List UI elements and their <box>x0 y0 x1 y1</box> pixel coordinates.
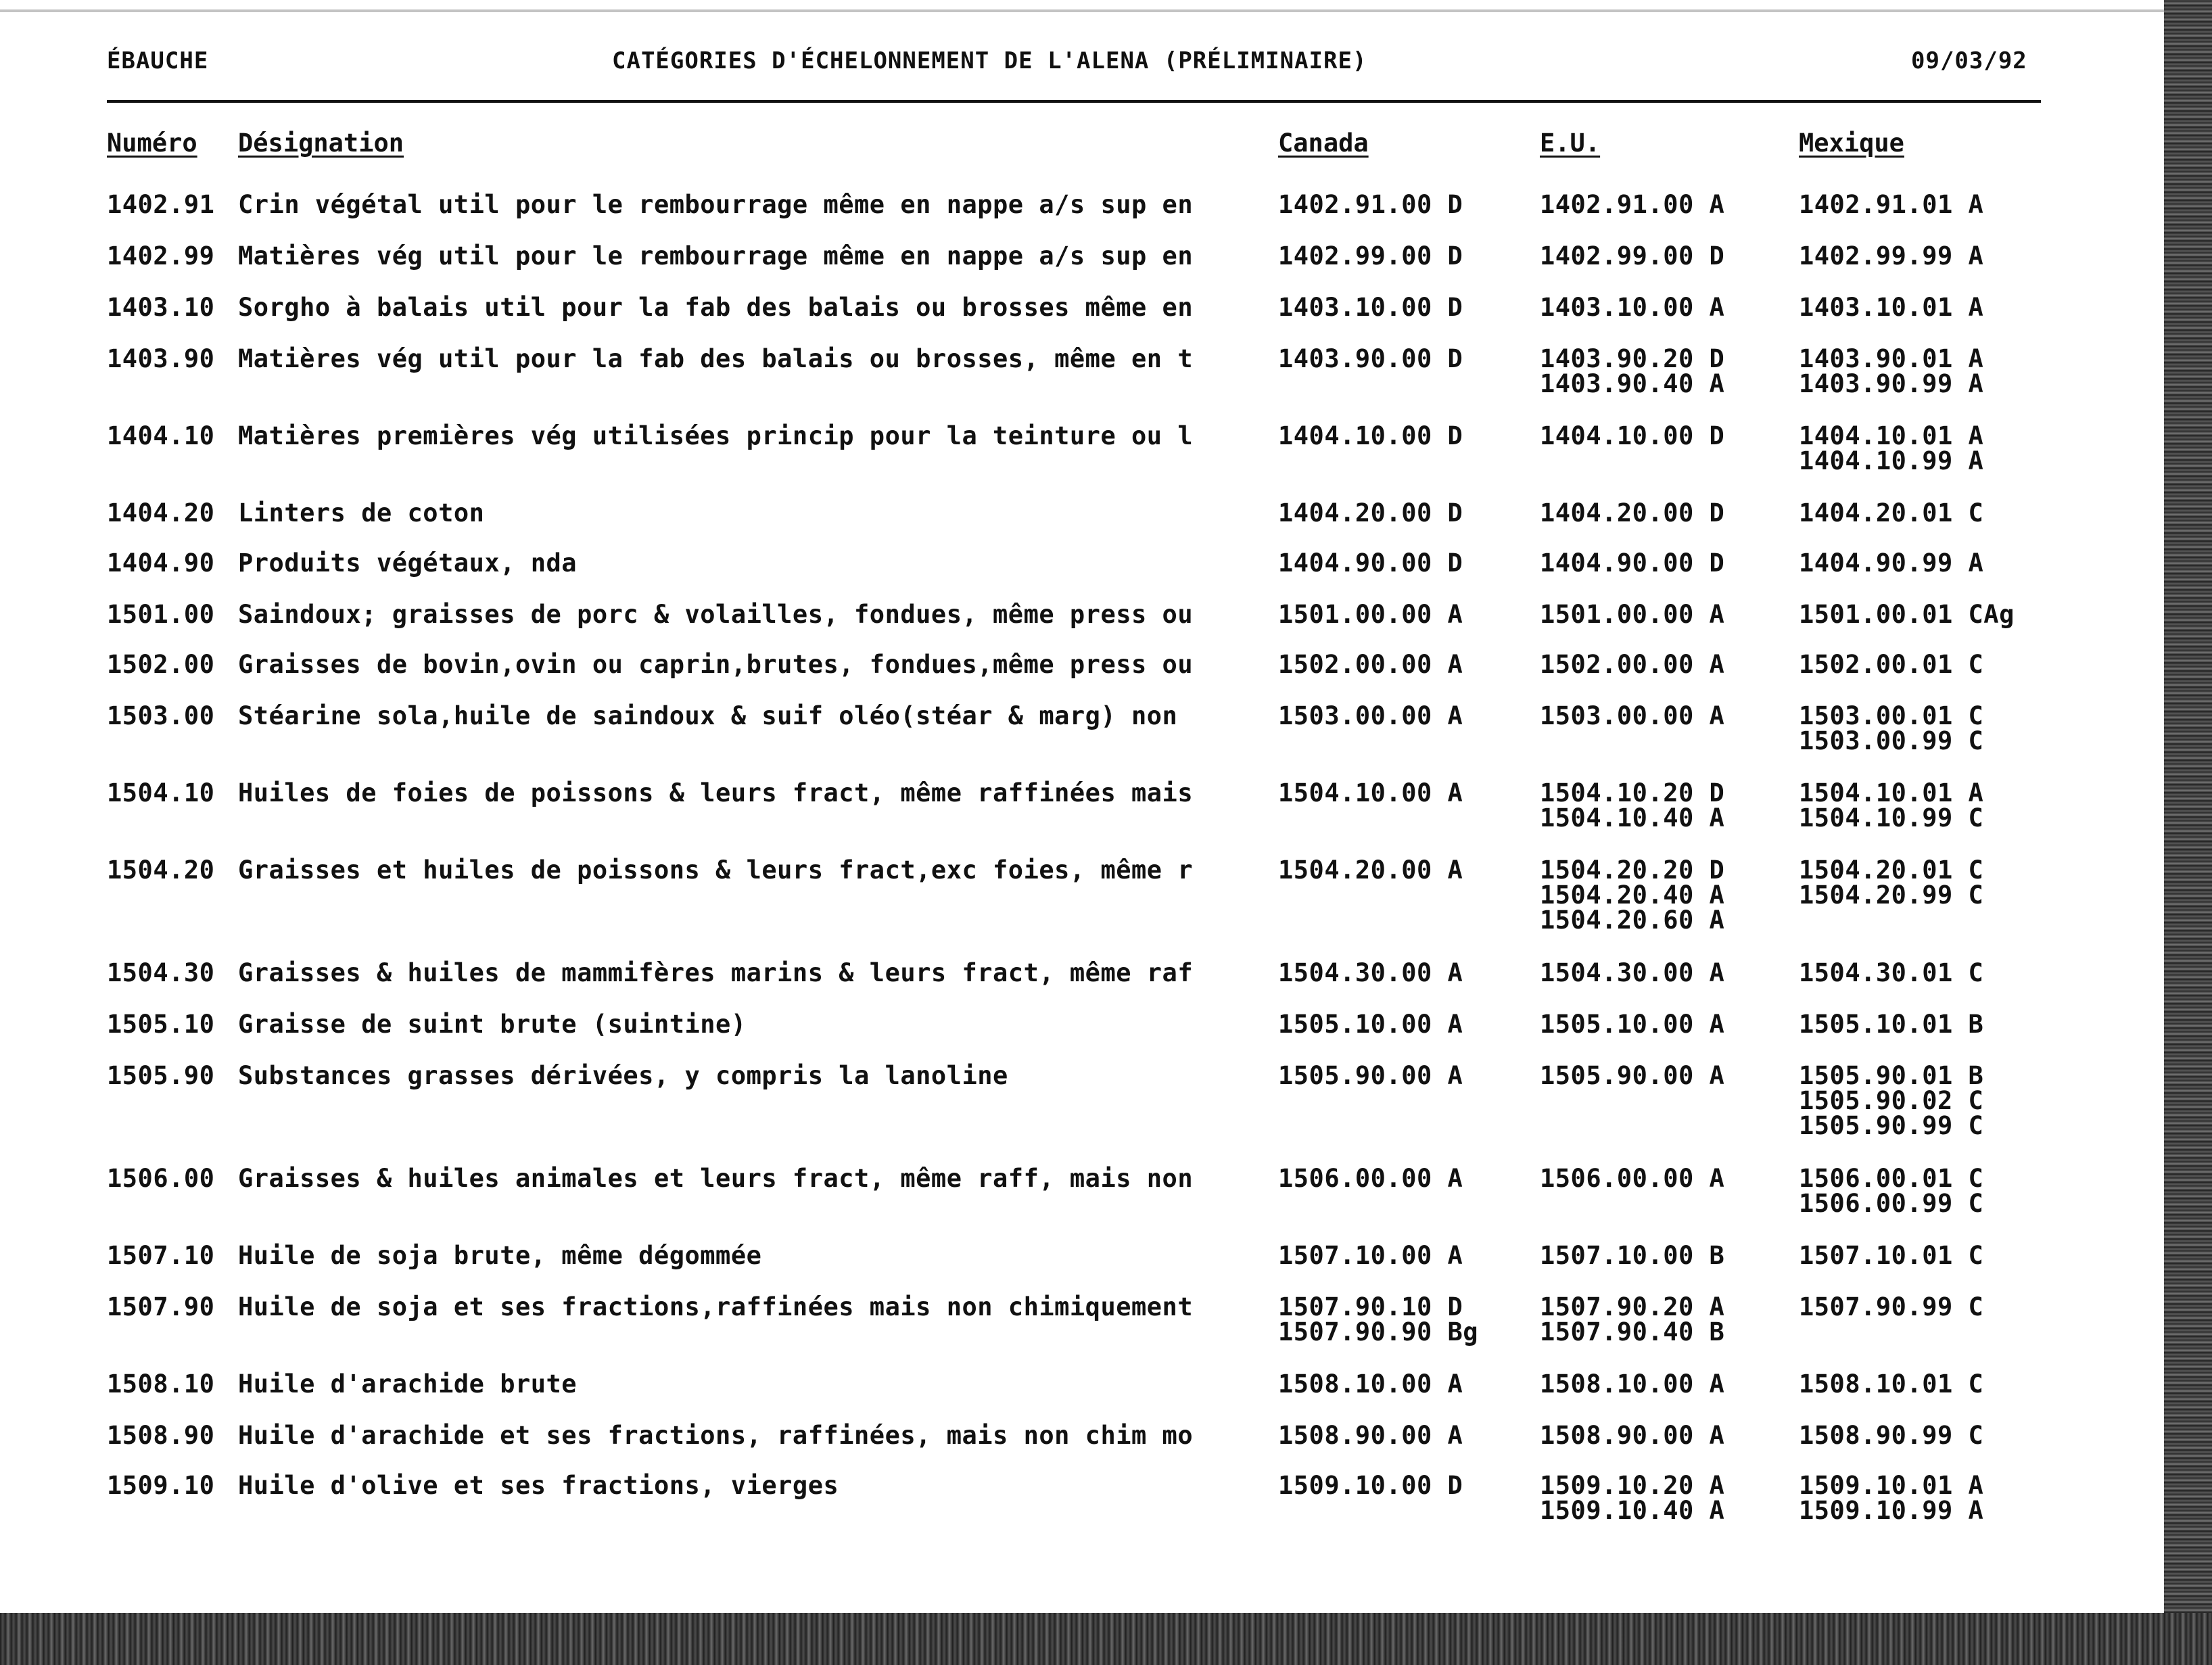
header-divider <box>107 100 2041 103</box>
mexique-codes <box>1799 780 1983 830</box>
mexique-code: 1507.90.99 C <box>1799 1292 1984 1321</box>
canada-codes <box>1278 346 1463 371</box>
mexique-code: 1402.91.01 A <box>1799 190 1984 219</box>
mexique-codes <box>1799 423 1983 473</box>
document-date: 09/03/92 <box>1911 47 2027 74</box>
tariff-designation: Graisses de bovin,ovin ou caprin,brutes, fondues,même press ou <box>238 650 1194 679</box>
canada-code: 1403.10.00 D <box>1278 293 1463 322</box>
tariff-number: 1404.20 <box>107 498 215 527</box>
canada-codes <box>1278 780 1463 805</box>
tariff-number: 1508.90 <box>107 1421 215 1450</box>
canada-codes <box>1278 1243 1463 1268</box>
canada-code: 1507.90.90 Bg <box>1278 1317 1479 1346</box>
canada-code: 1404.10.00 D <box>1278 421 1463 450</box>
mexique-code: 1503.00.01 C <box>1799 701 1984 730</box>
mexique-code: 1504.20.99 C <box>1799 881 1984 910</box>
column-header-eu: E.U. <box>1540 128 1601 158</box>
eu-codes <box>1540 780 1724 830</box>
mexique-code: 1504.10.01 A <box>1799 778 1984 807</box>
mexique-codes <box>1799 550 1983 576</box>
mexique-codes <box>1799 1423 1983 1448</box>
mexique-code: 1404.10.01 A <box>1799 421 1984 450</box>
eu-codes <box>1540 1473 1724 1523</box>
canada-codes <box>1278 960 1463 985</box>
tariff-designation: Huile de soja brute, même dégommée <box>238 1241 762 1270</box>
canada-code: 1509.10.00 D <box>1278 1471 1463 1500</box>
canada-code: 1507.10.00 A <box>1278 1241 1463 1270</box>
mexique-code: 1503.00.99 C <box>1799 726 1984 755</box>
tariff-number: 1507.10 <box>107 1241 215 1270</box>
canada-code: 1504.30.00 A <box>1278 958 1463 987</box>
canada-code: 1504.10.00 A <box>1278 778 1463 807</box>
canada-code: 1508.90.00 A <box>1278 1421 1463 1450</box>
canada-code: 1507.90.10 D <box>1278 1292 1463 1321</box>
canada-code: 1501.00.00 A <box>1278 600 1463 629</box>
eu-code: 1506.00.00 A <box>1540 1164 1725 1193</box>
mexique-code: 1404.20.01 C <box>1799 498 1984 527</box>
canada-codes <box>1278 1371 1463 1397</box>
eu-code: 1403.10.00 A <box>1540 293 1725 322</box>
tariff-number: 1505.90 <box>107 1061 215 1090</box>
eu-codes <box>1540 1294 1724 1344</box>
scan-edge-right <box>2164 0 2212 1665</box>
tariff-designation: Crin végétal util pour le rembourrage même en nappe a/s sup en <box>238 190 1194 219</box>
tariff-designation: Substances grasses dérivées, y compris la lanoline <box>238 1061 1008 1090</box>
mexique-code: 1404.10.99 A <box>1799 446 1984 475</box>
canada-code: 1505.10.00 A <box>1278 1010 1463 1039</box>
canada-codes <box>1278 1012 1463 1037</box>
tariff-number: 1404.90 <box>107 548 215 578</box>
mexique-codes <box>1799 960 1983 985</box>
mexique-code: 1504.10.99 C <box>1799 803 1984 832</box>
eu-codes <box>1540 500 1724 525</box>
canada-codes <box>1278 1423 1463 1448</box>
mexique-codes <box>1799 1166 1983 1216</box>
mexique-codes <box>1799 652 1983 677</box>
eu-codes <box>1540 1063 1724 1088</box>
tariff-designation: Matières premières vég utilisées princip pour la teinture ou l <box>238 421 1194 450</box>
mexique-codes <box>1799 241 1984 271</box>
tariff-number: 1507.90 <box>107 1292 215 1321</box>
mexique-code: 1507.10.01 C <box>1799 1241 1984 1270</box>
mexique-codes <box>1799 703 1983 753</box>
tariff-designation: Stéarine sola,huile de saindoux & suif oléo(stéar & marg) non <box>238 701 1178 730</box>
mexique-code: 1502.00.01 C <box>1799 650 1984 679</box>
tariff-number: 1508.10 <box>107 1369 215 1399</box>
mexique-codes <box>1799 1473 1983 1523</box>
tariff-designation: Graisses & huiles de mammifères marins & leurs fract, même raf <box>238 958 1194 987</box>
eu-code: 1509.10.20 A <box>1540 1471 1725 1500</box>
mexique-codes <box>1799 1012 1983 1037</box>
canada-code: 1402.99.00 D <box>1278 241 1463 271</box>
tariff-designation: Graisse de suint brute (suintine) <box>238 1010 747 1039</box>
mexique-code: 1505.90.99 C <box>1799 1111 1984 1140</box>
tariff-designation: Huiles de foies de poissons & leurs fract, même raffinées mais <box>238 778 1194 807</box>
mexique-codes <box>1799 602 2015 627</box>
canada-codes <box>1278 241 1463 271</box>
tariff-number: 1501.00 <box>107 600 215 629</box>
tariff-number: 1502.00 <box>107 650 215 679</box>
canada-code: 1505.90.00 A <box>1278 1061 1463 1090</box>
mexique-code: 1501.00.01 CAg <box>1799 600 2015 629</box>
mexique-code: 1505.10.01 B <box>1799 1010 1984 1039</box>
eu-code: 1504.30.00 A <box>1540 958 1725 987</box>
tariff-designation: Huile d'olive et ses fractions, vierges <box>238 1471 839 1500</box>
eu-code: 1509.10.40 A <box>1540 1496 1725 1525</box>
mexique-codes <box>1799 295 1983 320</box>
mexique-code: 1509.10.01 A <box>1799 1471 1984 1500</box>
eu-code: 1507.90.20 A <box>1540 1292 1725 1321</box>
eu-code: 1404.10.00 D <box>1540 421 1725 450</box>
canada-codes <box>1278 192 1463 217</box>
eu-codes <box>1540 1012 1724 1037</box>
mexique-codes <box>1799 500 1983 525</box>
eu-codes <box>1540 960 1724 985</box>
tariff-number: 1402.99 <box>107 241 215 271</box>
canada-codes <box>1278 652 1463 677</box>
canada-code: 1502.00.00 A <box>1278 650 1463 679</box>
mexique-codes <box>1799 1063 1983 1138</box>
canada-codes <box>1278 550 1463 576</box>
canada-code: 1402.91.00 D <box>1278 190 1463 219</box>
page-title: CATÉGORIES D'ÉCHELONNEMENT DE L'ALENA (PRÉLIMINAIRE) <box>612 47 1367 74</box>
mexique-codes <box>1799 346 1983 396</box>
eu-codes <box>1540 652 1724 677</box>
eu-code: 1508.10.00 A <box>1540 1369 1725 1399</box>
canada-codes <box>1278 423 1463 448</box>
eu-code: 1503.00.00 A <box>1540 701 1725 730</box>
tariff-number: 1506.00 <box>107 1164 215 1193</box>
eu-code: 1501.00.00 A <box>1540 600 1725 629</box>
tariff-number: 1404.10 <box>107 421 215 450</box>
tariff-designation: Graisses & huiles animales et leurs fract, même raff, mais non <box>238 1164 1194 1193</box>
eu-code: 1505.90.00 A <box>1540 1061 1725 1090</box>
canada-code: 1504.20.00 A <box>1278 855 1463 885</box>
mexique-code: 1403.10.01 A <box>1799 293 1984 322</box>
tariff-number: 1503.00 <box>107 701 215 730</box>
mexique-code: 1505.90.01 B <box>1799 1061 1984 1090</box>
eu-code: 1404.90.00 D <box>1540 548 1725 578</box>
tariff-number: 1504.20 <box>107 855 215 885</box>
mexique-code: 1508.10.01 C <box>1799 1369 1984 1399</box>
mexique-code: 1403.90.01 A <box>1799 344 1984 373</box>
column-header-mexique: Mexique <box>1799 128 1904 158</box>
mexique-codes <box>1799 192 1983 217</box>
eu-codes <box>1540 703 1724 728</box>
eu-code: 1403.90.20 D <box>1540 344 1725 373</box>
column-header-canada: Canada <box>1278 128 1369 158</box>
eu-code: 1504.10.40 A <box>1540 803 1725 832</box>
column-header-numero: Numéro <box>107 128 197 158</box>
canada-codes <box>1278 500 1463 525</box>
mexique-codes <box>1799 855 1984 910</box>
tariff-number: 1403.10 <box>107 293 215 322</box>
eu-code: 1504.10.20 D <box>1540 778 1725 807</box>
eu-code: 1507.90.40 B <box>1540 1317 1725 1346</box>
canada-code: 1403.90.00 D <box>1278 344 1463 373</box>
eu-codes <box>1540 192 1724 217</box>
mexique-code: 1404.90.99 A <box>1799 548 1984 578</box>
tariff-designation: Sorgho à balais util pour la fab des balais ou brosses même en <box>238 293 1194 322</box>
mexique-code: 1504.20.01 C <box>1799 855 1984 885</box>
canada-code: 1503.00.00 A <box>1278 701 1463 730</box>
eu-code: 1508.90.00 A <box>1540 1421 1725 1450</box>
scan-edge-top <box>0 9 2164 12</box>
tariff-designation: Huile d'arachide brute <box>238 1369 578 1399</box>
mexique-code: 1402.99.99 A <box>1799 241 1984 271</box>
eu-code: 1504.20.60 A <box>1540 906 1725 935</box>
eu-codes <box>1540 1243 1724 1268</box>
canada-codes <box>1278 1166 1463 1191</box>
tariff-designation: Graisses et huiles de poissons & leurs fract,exc foies, même r <box>238 855 1194 885</box>
canada-code: 1404.20.00 D <box>1278 498 1463 527</box>
eu-codes <box>1540 1371 1724 1397</box>
tariff-number: 1505.10 <box>107 1010 215 1039</box>
tariff-designation: Matières vég util pour la fab des balais ou brosses, même en t <box>238 344 1194 373</box>
canada-code: 1506.00.00 A <box>1278 1164 1463 1193</box>
canada-codes <box>1278 703 1463 728</box>
eu-code: 1402.99.00 D <box>1540 241 1725 271</box>
canada-codes <box>1278 602 1463 627</box>
tariff-designation: Produits végétaux, nda <box>238 548 578 578</box>
eu-code: 1403.90.40 A <box>1540 369 1725 398</box>
tariff-designation: Huile d'arachide et ses fractions, raffinées, mais non chim mo <box>238 1421 1194 1450</box>
tariff-designation: Saindoux; graisses de porc & volailles, fondues, même press ou <box>238 600 1194 629</box>
eu-code: 1402.91.00 A <box>1540 190 1725 219</box>
mexique-code: 1506.00.99 C <box>1799 1189 1984 1218</box>
eu-codes <box>1540 346 1724 396</box>
eu-code: 1505.10.00 A <box>1540 1010 1725 1039</box>
eu-codes <box>1540 1166 1724 1191</box>
tariff-number: 1403.90 <box>107 344 215 373</box>
eu-code: 1507.10.00 B <box>1540 1241 1725 1270</box>
tariff-number: 1504.30 <box>107 958 215 987</box>
tariff-number: 1504.10 <box>107 778 215 807</box>
tariff-designation: Huile de soja et ses fractions,raffinées mais non chimiquement <box>238 1292 1194 1321</box>
tariff-designation: Matières vég util pour le rembourrage même en nappe a/s sup en <box>238 241 1194 271</box>
canada-code: 1404.90.00 D <box>1278 548 1463 578</box>
mexique-codes <box>1799 1243 1983 1268</box>
draft-label: ÉBAUCHE <box>107 47 209 74</box>
mexique-codes <box>1799 1371 1983 1397</box>
mexique-code: 1504.30.01 C <box>1799 958 1984 987</box>
mexique-code: 1403.90.99 A <box>1799 369 1984 398</box>
canada-codes <box>1278 295 1463 320</box>
eu-code: 1404.20.00 D <box>1540 498 1725 527</box>
eu-code: 1502.00.00 A <box>1540 650 1725 679</box>
canada-codes <box>1278 855 1463 885</box>
mexique-code: 1505.90.02 C <box>1799 1086 1984 1115</box>
eu-codes <box>1540 423 1724 448</box>
mexique-code: 1509.10.99 A <box>1799 1496 1984 1525</box>
mexique-codes <box>1799 1294 1983 1319</box>
eu-codes <box>1540 295 1724 320</box>
tariff-number: 1509.10 <box>107 1471 215 1500</box>
scan-edge-bottom <box>0 1613 2212 1665</box>
eu-code: 1504.20.20 D <box>1540 855 1725 885</box>
mexique-code: 1508.90.99 C <box>1799 1421 1984 1450</box>
eu-codes <box>1540 855 1725 935</box>
tariff-number: 1402.91 <box>107 190 215 219</box>
eu-codes <box>1540 602 1724 627</box>
eu-codes <box>1540 1423 1724 1448</box>
canada-codes <box>1278 1063 1463 1088</box>
eu-codes <box>1540 241 1725 271</box>
column-header-designation: Désignation <box>238 128 404 158</box>
canada-codes <box>1278 1473 1463 1498</box>
eu-codes <box>1540 550 1724 576</box>
canada-code: 1508.10.00 A <box>1278 1369 1463 1399</box>
eu-code: 1504.20.40 A <box>1540 881 1725 910</box>
canada-codes <box>1278 1294 1478 1344</box>
tariff-designation: Linters de coton <box>238 498 485 527</box>
mexique-code: 1506.00.01 C <box>1799 1164 1984 1193</box>
